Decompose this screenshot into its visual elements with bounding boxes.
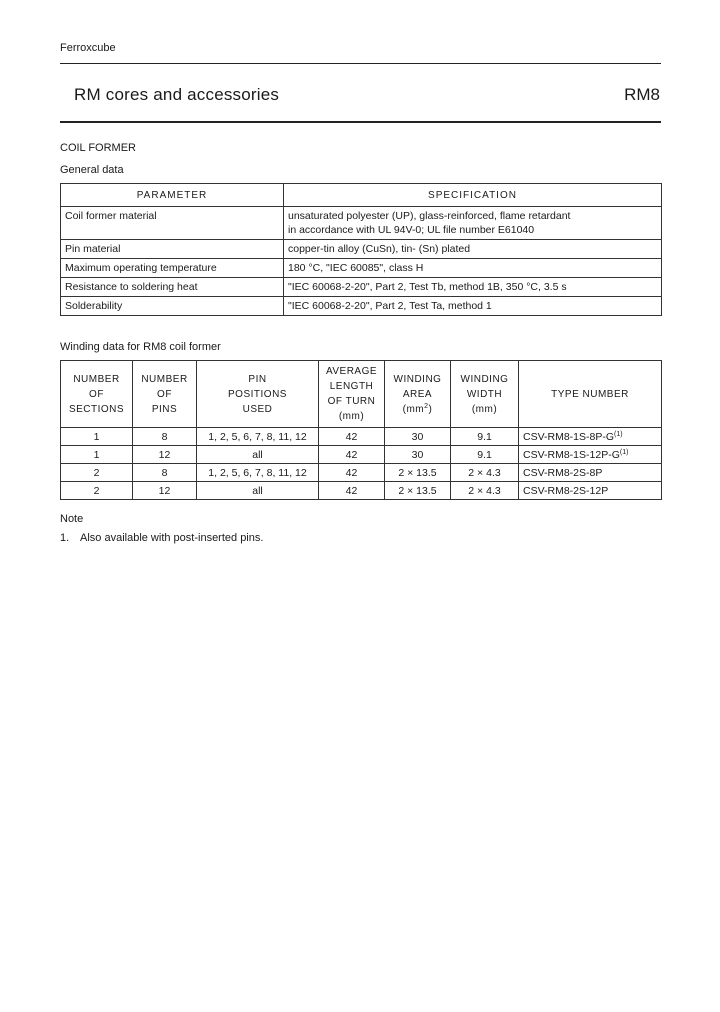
width-cell: 9.1 (451, 446, 519, 464)
length-header (319, 361, 385, 428)
header-line: (mm) (471, 403, 498, 415)
header-line: OF TURN (327, 396, 376, 407)
section-title: COIL FORMER (60, 142, 136, 154)
width-cell: 2 × 4.3 (451, 464, 519, 482)
sections-cell: 2 (61, 482, 133, 500)
header-rule (60, 63, 661, 64)
area-cell: 30 (385, 428, 451, 446)
parameter-cell: Solderability (61, 297, 284, 316)
pins-cell: 8 (133, 464, 197, 482)
table-row (61, 259, 662, 278)
length-cell: 42 (319, 464, 385, 482)
column-header: PARAMETER (61, 184, 284, 207)
page-title: RM cores and accessories (74, 85, 280, 104)
specification-cell (284, 207, 662, 240)
specification-cell: copper-tin alloy (CuSn), tin- (Sn) plated (284, 240, 662, 259)
parameter-cell: Pin material (61, 240, 284, 259)
specification-cell: 180 °C, "IEC 60085", class H (284, 259, 662, 278)
pins-header (133, 361, 197, 428)
parameter-cell: Coil former material (61, 207, 284, 240)
winding-data-table (60, 360, 662, 500)
column-header: SPECIFICATION (284, 184, 662, 207)
pins-cell: 12 (133, 446, 197, 464)
header-line: POSITIONS (228, 388, 287, 400)
title-rule (60, 121, 661, 123)
footnote-ref: (1) (614, 430, 623, 438)
pins-cell: 12 (133, 482, 197, 500)
type-number-cell: CSV-RM8-2S-8P (519, 464, 662, 482)
type-number-cell (519, 428, 662, 446)
note-text: Also available with post-inserted pins. (80, 532, 264, 544)
header-line: SECTIONS (68, 403, 125, 415)
table-row (61, 297, 662, 316)
parameter-cell: Maximum operating temperature (61, 259, 284, 278)
type-number-cell: CSV-RM8-2S-12P (519, 482, 662, 500)
header-line: WINDING (460, 373, 509, 385)
positions-header (197, 361, 319, 428)
type-number: CSV-RM8-1S-8P-G (523, 430, 615, 443)
header-line: PINS (151, 403, 178, 415)
note-item (60, 532, 263, 544)
unit-exponent: 2 (424, 402, 429, 410)
parameter-cell: Resistance to soldering heat (61, 278, 284, 297)
general-data-table (60, 183, 662, 316)
general-data-title: General data (60, 164, 124, 176)
area-cell: 2 × 13.5 (385, 464, 451, 482)
table-header-row (61, 361, 662, 428)
header-line (385, 402, 450, 417)
table-header-row (61, 184, 662, 207)
length-cell: 42 (319, 446, 385, 464)
table-row (61, 207, 662, 240)
header-line: AVERAGE (325, 366, 378, 377)
note-number: 1. (60, 532, 70, 544)
length-cell: 42 (319, 428, 385, 446)
table-row (61, 240, 662, 259)
sections-cell: 1 (61, 446, 133, 464)
pins-cell: 8 (133, 428, 197, 446)
positions-cell: all (197, 482, 319, 500)
sections-header (61, 361, 133, 428)
area-cell: 2 × 13.5 (385, 482, 451, 500)
header-line: OF (89, 388, 104, 400)
header-line: WINDING (393, 373, 442, 385)
specification-cell: "IEC 60068-2-20", Part 2, Test Tb, method 1B, 350 °C, 3.5 s (284, 278, 662, 297)
product-code: RM8 (624, 85, 660, 104)
specification-cell: "IEC 60068-2-20", Part 2, Test Ta, method 1 (284, 297, 662, 316)
specification-line: in accordance with UL 94V-0; UL file number E61040 (288, 224, 535, 236)
specification-line: unsaturated polyester (UP), glass-reinforced, flame retardant (288, 210, 571, 222)
header-line: LENGTH (329, 381, 374, 392)
header-line: PIN (248, 373, 267, 385)
company-name: Ferroxcube (60, 42, 116, 54)
table-row (61, 278, 662, 297)
type-number-header: TYPE NUMBER (519, 361, 662, 428)
header-line: AREA (402, 388, 433, 400)
note-title: Note (60, 513, 84, 525)
footnote-ref: (1) (619, 448, 629, 456)
width-cell: 9.1 (451, 428, 519, 446)
table-row (61, 464, 662, 482)
unit-text: (mm (402, 403, 425, 415)
table-row (61, 446, 662, 464)
header-line: WIDTH (466, 388, 503, 400)
header-line: USED (242, 403, 273, 415)
header-line: (mm) (338, 411, 365, 422)
width-cell: 2 × 4.3 (451, 482, 519, 500)
length-cell: 42 (319, 482, 385, 500)
width-header (451, 361, 519, 428)
table-row (61, 428, 662, 446)
header-line: NUMBER (73, 373, 120, 385)
positions-cell: 1, 2, 5, 6, 7, 8, 11, 12 (197, 428, 319, 446)
header-line: NUMBER (141, 373, 188, 385)
unit-text: ) (428, 403, 433, 415)
positions-cell: 1, 2, 5, 6, 7, 8, 11, 12 (197, 464, 319, 482)
table-row (61, 482, 662, 500)
positions-cell: all (197, 446, 319, 464)
winding-data-title: Winding data for RM8 coil former (60, 341, 221, 353)
sections-cell: 2 (61, 464, 133, 482)
header-line: OF (157, 388, 172, 400)
type-number-cell (519, 446, 662, 464)
sections-cell: 1 (61, 428, 133, 446)
type-number: CSV-RM8-1S-12P-G (523, 448, 620, 461)
area-cell: 30 (385, 446, 451, 464)
area-header (385, 361, 451, 428)
